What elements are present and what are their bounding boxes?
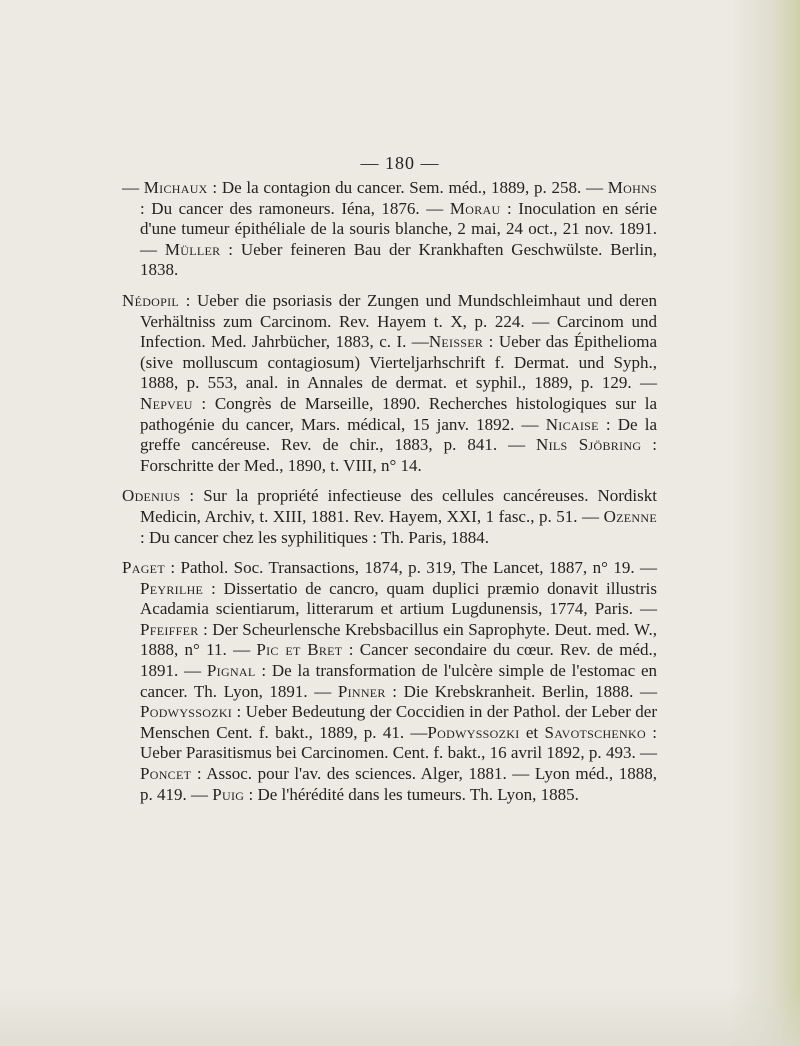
author-name: Poncet bbox=[140, 764, 192, 784]
author-name: Peyrilhe bbox=[140, 578, 204, 598]
author-name: Mohns bbox=[607, 178, 658, 197]
author-name: Paget bbox=[122, 558, 165, 578]
reference-text: : Der Scheurlensche Krebsbacillus ein Saprophyte. Deut. med. W., 1888, n° 11. — bbox=[140, 619, 657, 660]
reference-text: : Ueber das Épithelioma (sive molluscum contagiosum) Vierteljarhschrift f. Dermat. und Syph., 1888, p. 553, anal. in Annales de dermat. et syphil., 1889, p. 129. — bbox=[140, 332, 657, 393]
reference-text: et bbox=[519, 722, 545, 742]
author-name: Pignal bbox=[206, 661, 256, 681]
reference-text: : Assoc. pour l'av. des sciences. Alger, 1881. — Lyon méd., 1888, p. 419. — bbox=[140, 764, 657, 804]
reference-text: : Pathol. Soc. Transactions, 1874, p. 319, The Lancet, 1887, n° 19. — bbox=[164, 558, 657, 578]
author-name: Morau bbox=[449, 198, 501, 218]
reference-text: : Cancer secondaire du cœur. Rev. de méd., 1891. — bbox=[140, 640, 657, 681]
reference-text: : Du cancer des ramoneurs. Iéna, 1876. — bbox=[140, 198, 450, 218]
reference-text: : De la contagion du cancer. Sem. méd., 1889, p. 258. — bbox=[207, 178, 608, 197]
author-name: Nils Sjöbring bbox=[536, 435, 642, 455]
author-name: Nepveu bbox=[140, 393, 193, 413]
reference-text: : Dissertatio de cancro, quam duplici præmio donavit illustris Acadamia scientiarum, litterarum et artium Lugdunensis, 1774, Paris. — bbox=[140, 578, 657, 619]
bibliography-column bbox=[122, 178, 657, 815]
reference-text: : De la greffe cancéreuse. Rev. de chir., 1883, p. 841. — bbox=[140, 414, 657, 455]
bibliography-entry-m bbox=[122, 178, 657, 281]
author-name: Nédopil bbox=[122, 290, 180, 310]
reference-text: : Die Krebskranheit. Berlin, 1888. — bbox=[385, 681, 657, 701]
author-name: Pic et Bret bbox=[256, 640, 343, 660]
reference-text: : Ueber feineren Bau der Krankhaften Geschwülste. Berlin, 1838. bbox=[140, 239, 658, 280]
bibliography-entry-p bbox=[122, 558, 657, 805]
reference-text: : Du cancer chez les syphilitiques : Th. Paris, 1884. bbox=[140, 527, 490, 547]
author-name: Podwyssozki bbox=[140, 702, 233, 722]
author-name: Müller bbox=[164, 239, 221, 259]
reference-text: : Congrès de Marseille, 1890. Recherches histologiques sur la pathogénie du cancer, Mars. médical, 15 janv. 1892. — bbox=[140, 393, 657, 434]
author-name: Podwyssozki bbox=[427, 722, 520, 742]
entry-dash: — bbox=[122, 178, 144, 197]
author-name: Neisser bbox=[428, 332, 484, 352]
author-name: Puig bbox=[212, 784, 245, 804]
reference-text: : Ueber Parasitismus bei Carcinomen. Cent. f. bakt., 16 avril 1892, p. 493. — bbox=[140, 722, 657, 763]
author-name: Nicaise bbox=[545, 414, 599, 434]
author-name: Odenius bbox=[122, 486, 181, 506]
page-number: — 180 — bbox=[360, 153, 440, 173]
author-name: Savotschenko bbox=[544, 722, 646, 742]
author-name: Michaux bbox=[143, 178, 208, 197]
reference-text: : Forschritte der Med., 1890, t. VIII, n° 14. bbox=[140, 435, 657, 475]
reference-text: : Ueber Bedeutung der Coccidien in der Pathol. der Leber der Menschen Cent. f. bakt., 1889, p. 41. — bbox=[140, 702, 657, 742]
author-name: Pfeiffer bbox=[140, 619, 199, 639]
bibliography-entry-o bbox=[122, 486, 657, 548]
page-bottom-shadow bbox=[0, 986, 800, 1046]
reference-text: : Inoculation en série d'une tumeur épithéliale de la souris blanche, 2 mai, 24 oct., 21 nov. 1891. — bbox=[140, 198, 657, 259]
reference-text: : De l'hérédité dans les tumeurs. Th. Lyon, 1885. bbox=[244, 784, 579, 804]
reference-text: : De la transformation de l'ulcère simple de l'estomac en cancer. Th. Lyon, 1891. — bbox=[140, 661, 658, 701]
author-name: Ozenne bbox=[603, 506, 657, 526]
bibliography-entry-n bbox=[122, 291, 657, 476]
author-name: Pinner bbox=[337, 681, 386, 701]
reference-text: : Ueber die psoriasis der Zungen und Mundschleimhaut und deren Verhältniss zum Carcinom. Rev. Hayem t. X, p. 224. — Carcinom und Infection. Med. Jahrbücher, 1883, c. I. — bbox=[140, 290, 657, 352]
reference-text: : Sur la propriété infectieuse des cellules cancéreuses. Nordiskt Medicin, Archiv, t. XIII, 1881. Rev. Hayem, XXI, 1 fasc., p. 51. — bbox=[140, 486, 657, 526]
